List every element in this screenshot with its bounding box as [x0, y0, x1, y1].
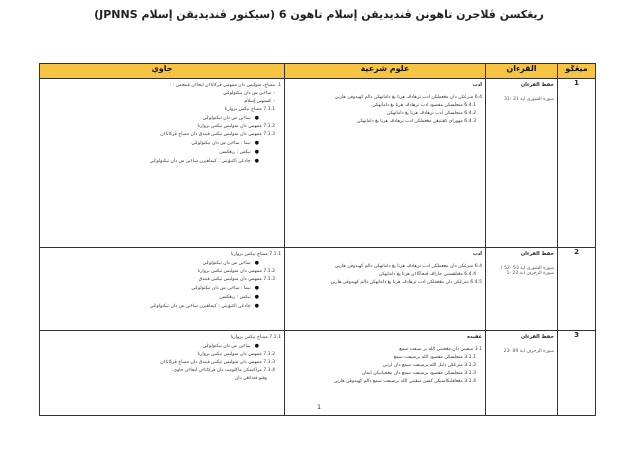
- header-week: ميڠݢو: [558, 64, 596, 79]
- jawi-cell: [40, 248, 285, 331]
- jawi-bullet: ● تيکس : ريڠکسن: [43, 293, 281, 302]
- ulum-cell: [285, 248, 486, 331]
- week-number: 2: [558, 248, 596, 331]
- header-jawi: جاوي: [40, 64, 285, 79]
- quran-surah: سورة الشورى اية 53 -52 / سورة الزخرف اية 22 -1: [500, 266, 554, 276]
- jawi-line: 7.1.3 ممهمي دان منوليس تيکس ڤيندق دان ممباچ ڤرکاتاءن: [160, 360, 275, 365]
- ulum-line: 6.4 منرڠکن دان مڠعملکن ادب ترهادڤ هرتا يڠ دامانهکن دالم کهيدوڤن هارين: [335, 95, 482, 100]
- page-number: 1: [317, 404, 321, 411]
- ulum-cell: [285, 79, 486, 248]
- jawi-line: 7.1.1 ممباچ تيکس بروارنا: [224, 107, 275, 112]
- ulum-line: 3.1 ميقيني دان مڠحيتي الله بر صيفت سمع: [399, 347, 482, 352]
- ulum-cell: [285, 331, 486, 416]
- jawi-line: 7.1.4 مراکيمکن ماکلومت دان ڤرکاتاءن ايجاءن جاوي: [173, 368, 275, 373]
- jawi-line: 7.1.3 ممهمي دان منوليس تيکس ڤيندق دان ممباچ ڤرکاتاءن: [160, 132, 275, 137]
- table-row: [40, 248, 596, 331]
- table-header-row: [40, 64, 596, 79]
- header-quran: القرءان: [486, 64, 558, 79]
- week-number: 3: [558, 331, 596, 416]
- quran-surah: سورة الزخرف اية 89 -23: [503, 349, 554, 354]
- quran-heading: حفظ القرءان: [520, 334, 554, 340]
- jawi-line: – ساءين س دان تيکنولوݢي: [223, 91, 275, 96]
- quran-cell: [486, 79, 558, 248]
- ulum-line: 6.4.1 منجلسکن مقصود ادب ترهادڤ هرتا يڠ دامانهکن: [372, 103, 476, 108]
- table-row: [40, 331, 596, 416]
- jawi-bullet: ● تيکس : ريڠکسن: [43, 148, 281, 157]
- jawi-bullet: ● ساءين س دان تيکنولوݢي: [43, 342, 281, 351]
- table-row: [40, 79, 596, 248]
- jawi-line: 7.1.2 ممهمي دان منوليس تيکس بروارنا: [197, 352, 275, 357]
- ulum-line: 6.4 منرڠکن دان مڠعملکن ادب ترهادڤ هرتا يڠ دامانهکن دالم کهيدوڤن هارين: [335, 264, 482, 269]
- jawi-bullet: ● ساءين س دان تيکنولوݢي: [43, 259, 281, 268]
- lesson-plan-table: [39, 63, 596, 416]
- ulum-line: 6.4.2 منجلسکن ادب ترهادڤ هرتا يڠ دامانهکن: [387, 111, 476, 116]
- jawi-cell: [40, 79, 285, 248]
- jawi-bullet: ● تيما : ساءين س دان تيکنولوݢي: [43, 284, 281, 293]
- quran-heading: حفظ القرءان: [520, 251, 554, 257]
- ulum-line: 3.1.4 مڠعاڤليکاسيکن کسن ميقيني الله برصيفت سمع دالم کهيدوڤن هارين: [333, 379, 476, 384]
- jawi-line: 7.1.3 ممهمي دان منوليس تيکس ڤيندق: [198, 277, 275, 282]
- quran-cell: [486, 248, 558, 331]
- jawi-cell: [40, 331, 285, 416]
- header-ulum: علوم شرعية: [285, 64, 486, 79]
- jawi-bullet: ● تيما : ساءين س دان تيکنولوݢي: [43, 139, 281, 148]
- ulum-line: 3.1.3 منجلسکن مقصود برصيفت سمع دان مڠحياتيکن ايمان: [361, 371, 476, 376]
- ulum-heading: عقيده: [467, 334, 482, 340]
- ulum-line: 3.1.1 منجلسکن مقصود الله برصيفت سمع: [393, 355, 476, 360]
- jawi-line: 7.1.2 ممهمي دان منوليس تيکس بروارنا: [197, 124, 275, 129]
- jawi-line: 7.1.1 ممباچ تيکس بروارنا: [230, 252, 281, 257]
- ulum-line: 6.4.4 مڠنلڤستي جاراڤ ڤنجاڬاءن هرتا يڠ دامانهکن: [378, 272, 476, 277]
- quran-surah: سورة الشورى اية 31 -31: [503, 97, 554, 102]
- ulum-heading: ادب: [472, 251, 482, 257]
- jawi-line: 7.1.1 ممباچ تيکس بروارنا: [230, 335, 281, 340]
- ulum-heading: ادب: [472, 82, 482, 88]
- jawi-line: 7.1.2 ممهمي دان منوليس تيکس بروارنا: [197, 269, 275, 274]
- jawi-line: 1. ممباچ، منوليس دان ممهمي ڤرکاتاءن ايجاءن ڤينجمن : -: [169, 83, 281, 88]
- quran-heading: حفظ القرءان: [520, 82, 554, 88]
- ulum-line: 6.4.5 منرڠکن دان مڠعملکن ادب ترهادڤ هرتا يڠ دامانهکن دالم کهيدوڤن هارين: [330, 280, 482, 285]
- jawi-bullet: ● چادڠن اکتيۏيتي : کيماهيرن ساءين س دان تيکنولوݢي: [43, 157, 281, 166]
- ulum-line: 3.1.2 منرڠکن دليل الله برصيفت سمع دان ارتين: [382, 363, 476, 368]
- jawi-line: وقتو ڤنداتڠن دان: [234, 376, 267, 381]
- jawi-bullet: ● ساءين س دان تيکنولوݢي: [43, 114, 281, 123]
- page-title: ريڠکسن ڤلاجرن تاهونن ڤنديديقن إسلام تاهون 6 (سيکتور ڤنديديقن إسلام JPNNS): [94, 8, 544, 21]
- ulum-line: 6.4.3 مهوراي کڤنتيڠن مڠعملکن ادب ترهادڤ هرتا يڠ دامانهکن: [357, 119, 476, 124]
- jawi-bullet: ● چادڠن اکتيۏيتي : کيماهيرن ساءين س دان تيکنولوݢي: [43, 302, 281, 311]
- week-number: 1: [558, 79, 596, 248]
- quran-cell: [486, 331, 558, 416]
- jawi-line: – کسيهتن إسلام: [244, 99, 275, 104]
